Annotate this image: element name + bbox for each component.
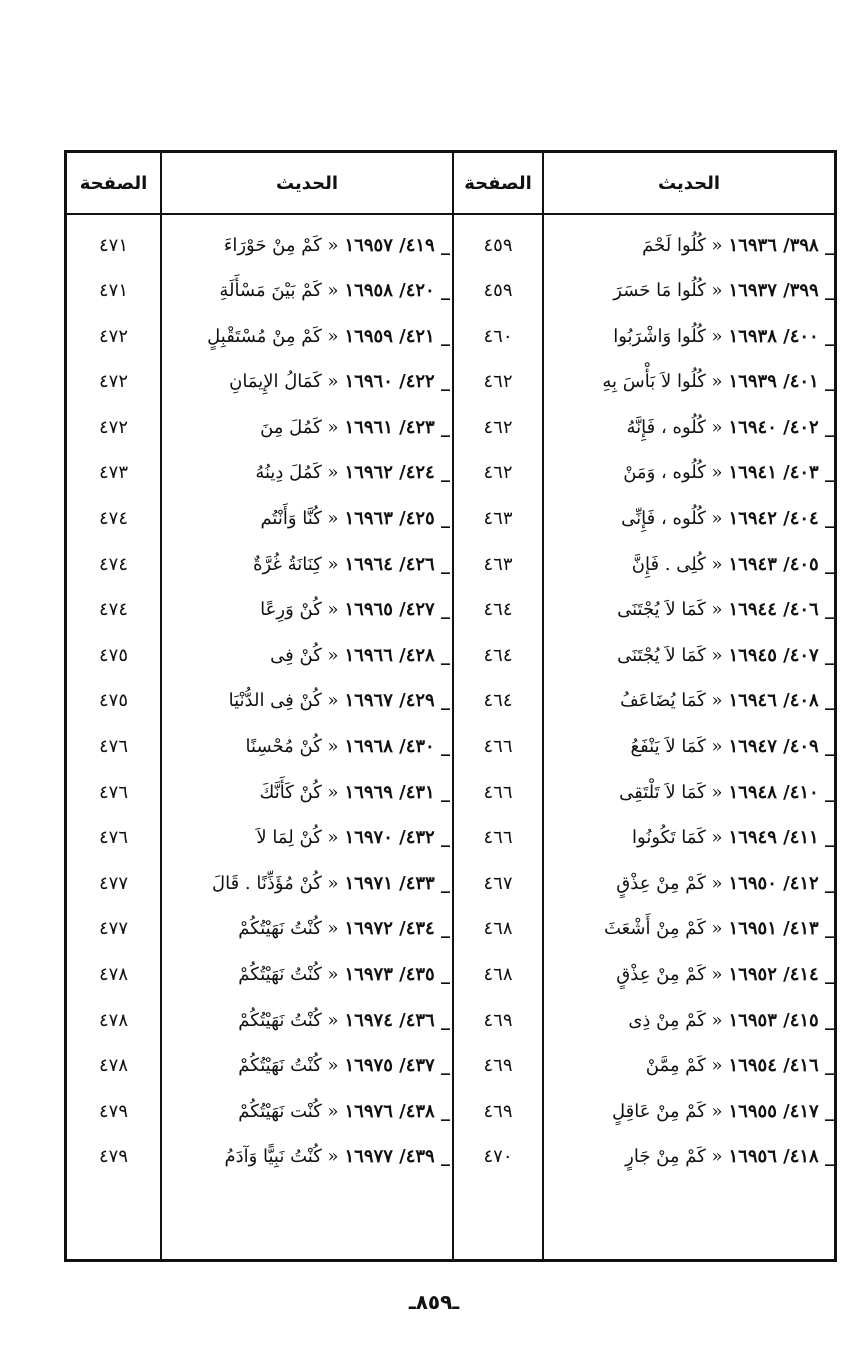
hadith-ref: ٤٣٦/ ١٦٩٧٤ _ (344, 1009, 450, 1031)
page-ref-number: ٤٧٨ (99, 964, 129, 985)
hadith-entry (164, 225, 450, 265)
hadith-text: « كَمْ مِنْ حَوْرَاءَ (223, 234, 339, 256)
hadith-ref: ٤٣٩/ ١٦٩٧٧ _ (344, 1146, 450, 1168)
table-row (67, 772, 834, 818)
page-ref (67, 1046, 160, 1086)
hadith-ref: ٤٠٥/ ١٦٩٤٣ _ (728, 553, 834, 575)
page-ref (454, 1046, 542, 1086)
page-ref-number: ٤٧٧ (99, 872, 129, 894)
hadith-text: « كَمْ بَيْنَ مَسْأَلَةِ (219, 280, 339, 302)
hadith-ref: ٤٢٦/ ١٦٩٦٤ _ (344, 553, 450, 575)
page-ref (67, 772, 160, 812)
hadith-ref: ٤٠١/ ١٦٩٣٩ _ (728, 371, 834, 393)
hadith-entry (546, 590, 834, 630)
page-ref (67, 727, 160, 767)
hadith-entry (164, 1000, 450, 1040)
hadith-text: « كَمَا لاَ يُجْتَنَى (617, 599, 723, 621)
page-ref-number: ٤٦٨ (483, 964, 513, 985)
page-ref-number: ٤٦٤ (483, 690, 513, 712)
hadith-ref: ٤٣٢/ ١٦٩٧٠ _ (344, 827, 450, 849)
table-row (67, 271, 834, 317)
table-row (67, 316, 834, 362)
hadith-text: « كَمَا تَكُونُوا (632, 827, 723, 849)
hadith-entry (546, 681, 834, 721)
page-ref-number: ٤٧٧ (99, 918, 129, 940)
page-ref-number: ٤٦٦ (483, 781, 513, 803)
hadith-ref: ٤١٢/ ١٦٩٥٠ _ (728, 872, 834, 894)
hadith-ref: ٤٢٠/ ١٦٩٥٨ _ (344, 280, 450, 302)
hadith-ref: ٤٠٠/ ١٦٩٣٨ _ (728, 325, 834, 347)
page-ref (454, 681, 542, 721)
page-ref-number: ٤٦٨ (483, 918, 513, 940)
page-ref (454, 955, 542, 995)
table-row (67, 863, 834, 909)
page-ref (67, 453, 160, 493)
hadith-entry (546, 407, 834, 447)
page-ref-number: ٤٧٤ (99, 508, 129, 530)
header-page-right: الصفحة (464, 172, 532, 194)
hadith-text: « كُنَّا وَأَنْتُم (260, 508, 339, 530)
page-ref (67, 499, 160, 539)
hadith-ref: ٤٠٢/ ١٦٩٤٠ _ (728, 416, 834, 438)
page-ref (67, 271, 160, 311)
hadith-entry (164, 818, 450, 858)
page-ref-number: ٤٦٧ (483, 872, 513, 894)
hadith-entry (546, 635, 834, 675)
table-body (67, 225, 834, 1182)
hadith-entry (546, 955, 834, 995)
header-hadith-left: الحديث (275, 172, 339, 194)
hadith-entry (546, 271, 834, 311)
hadith-ref: ٤١٣/ ١٦٩٥١ _ (728, 918, 834, 940)
hadith-entry (164, 362, 450, 402)
hadith-ref: ٤١٨/ ١٦٩٥٦ _ (728, 1146, 834, 1168)
page-ref-number: ٤٦٩ (483, 1055, 513, 1077)
hadith-ref: ٤٠٣/ ١٦٩٤١ _ (728, 462, 834, 484)
page-ref-number: ٤٧١ (99, 280, 129, 302)
hadith-text: « كُنْتُ نَبِيًّا وَآدَمُ (224, 1146, 339, 1168)
page-ref-number: ٤٧٦ (99, 827, 129, 849)
page-ref-number: ٤٦٩ (483, 1100, 513, 1122)
hadith-entry (164, 955, 450, 995)
page-ref-number: ٤٥٩ (483, 234, 513, 256)
hadith-ref: ٤١١/ ١٦٩٤٩ _ (728, 827, 834, 849)
page-ref (67, 316, 160, 356)
page-ref-number: ٤٥٩ (483, 280, 513, 302)
page-ref-number: ٤٧٣ (99, 462, 129, 484)
hadith-ref: ٤١٤/ ١٦٩٥٢ _ (728, 964, 834, 985)
hadith-text: « كُلِى . فَإِنَّ (631, 553, 723, 575)
hadith-ref: ٤٠٨/ ١٦٩٤٦ _ (728, 690, 834, 712)
hadith-text: « كُلُوا مَا حَسَرَ (613, 280, 723, 302)
hadith-ref: ٤٢٧/ ١٦٩٦٥ _ (344, 599, 450, 621)
hadith-entry (546, 818, 834, 858)
page-ref-number: ٤٧١ (99, 234, 129, 256)
hadith-ref: ٤٠٧/ ١٦٩٤٥ _ (728, 644, 834, 666)
hadith-entry (546, 544, 834, 584)
hadith-entry (164, 1091, 450, 1131)
hadith-text: « كَمْ مِنْ أَشْعَثَ (604, 918, 723, 940)
page-ref-number: ٤٧٤ (99, 599, 129, 621)
hadith-text: « كَمْ مِمَّنْ (645, 1055, 723, 1077)
page-ref (67, 407, 160, 447)
page-ref (67, 1137, 160, 1177)
page-ref-number: ٤٧٩ (99, 1100, 129, 1122)
table-row (67, 590, 834, 636)
page-ref (67, 225, 160, 265)
page-ref-number: ٤٦٣ (483, 553, 513, 575)
header-page-left: الصفحة (79, 172, 148, 194)
table-row (67, 955, 834, 1001)
hadith-text: « كُلُوا لَحْمَ (642, 234, 723, 256)
page-ref (454, 499, 542, 539)
page-ref (67, 681, 160, 721)
hadith-text: « كَمُلَ مِنَ (260, 416, 339, 438)
hadith-entry (164, 316, 450, 356)
hadith-entry (546, 362, 834, 402)
hadith-ref: ٤٢٢/ ١٦٩٦٠ _ (344, 371, 450, 393)
page-ref (454, 1000, 542, 1040)
hadith-ref: ٤٣٣/ ١٦٩٧١ _ (344, 872, 450, 894)
hadith-ref: ٤١٩/ ١٦٩٥٧ _ (344, 234, 450, 256)
hadith-entry (546, 1137, 834, 1177)
table-row (67, 453, 834, 499)
page-ref-number: ٤٧٢ (99, 371, 129, 393)
hadith-text: « كَمْ مِنْ عِذْقٍ (616, 964, 723, 985)
hadith-text: « كَمَا لاَ تَلْتَقِى (619, 781, 723, 803)
hadith-text: « كُلُوه ، فَإِنَّهُ (626, 416, 723, 438)
hadith-ref: ٤٣٠/ ١٦٩٦٨ _ (344, 736, 450, 758)
hadith-text: « كُنْ لِمَا لاَ (256, 827, 339, 849)
hadith-entry (164, 681, 450, 721)
header-hadith-right: الحديث (657, 172, 721, 194)
page-ref (67, 362, 160, 402)
table-row (67, 225, 834, 271)
table-row (67, 635, 834, 681)
hadith-entry (546, 1000, 834, 1040)
hadith-text: « كُنْ فِى (270, 644, 339, 666)
hadith-text: « كُلُوا لاَ بَأْسَ بِهِ (602, 371, 723, 393)
page-ref (454, 590, 542, 630)
table-row (67, 544, 834, 590)
page-ref (454, 544, 542, 584)
page-ref (67, 544, 160, 584)
table-row (67, 727, 834, 773)
page-ref-number: ٤٧٥ (99, 644, 129, 666)
hadith-text: « كَمْ مِنْ عَاقِلٍ (611, 1100, 723, 1122)
hadith-entry (546, 772, 834, 812)
page-ref (454, 453, 542, 493)
page-ref-number: ٤٧٢ (99, 325, 129, 347)
hadith-ref: ٣٩٩/ ١٦٩٣٧ _ (728, 280, 834, 302)
page-ref-number: ٤٦٦ (483, 736, 513, 758)
page-ref (454, 772, 542, 812)
hadith-text: « كَمَا لاَ يُجْتَنَى (617, 644, 723, 666)
page-ref (454, 1091, 542, 1131)
page-ref (67, 635, 160, 675)
hadith-text: « كَمُلَ دِينُهُ (255, 462, 339, 484)
page-ref (454, 225, 542, 265)
page-ref-number: ٤٦٢ (483, 462, 513, 484)
hadith-text: « كَمَا يُضَاعَفُ (620, 690, 723, 712)
hadith-ref: ٣٩٨/ ١٦٩٣٦ _ (728, 234, 834, 256)
page-ref-number: ٤٦٠ (483, 325, 513, 347)
hadith-text: « كَمْ مِنْ عِذْقٍ (616, 872, 723, 894)
hadith-entry (546, 1046, 834, 1086)
table-row (67, 407, 834, 453)
hadith-ref: ٤٢٨/ ١٦٩٦٦ _ (344, 644, 450, 666)
hadith-entry (164, 453, 450, 493)
table-row (67, 1137, 834, 1183)
hadith-text: « كُنْتُ نَهَيْتُكُمْ (238, 918, 339, 940)
hadith-ref: ٤٣٧/ ١٦٩٧٥ _ (344, 1055, 450, 1077)
hadith-entry (164, 499, 450, 539)
hadith-text: « كُلُوا وَاشْرَبُوا (613, 325, 723, 347)
page-ref (67, 590, 160, 630)
hadith-ref: ٤١٠/ ١٦٩٤٨ _ (728, 781, 834, 803)
page-ref (454, 407, 542, 447)
hadith-entry (546, 727, 834, 767)
table-row (67, 909, 834, 955)
hadith-ref: ٤٣٥/ ١٦٩٧٣ _ (344, 964, 450, 985)
page-ref (454, 727, 542, 767)
hadith-entry (164, 590, 450, 630)
hadith-entry (164, 271, 450, 311)
page-ref-number: ٤٧٢ (99, 416, 129, 438)
page-ref (454, 362, 542, 402)
hadith-text: « كَمْ مِنْ مُسْتَقْبِلٍ (207, 325, 339, 347)
page-ref-number: ٤٦٦ (483, 827, 513, 849)
page-ref-number: ٤٧٠ (483, 1146, 513, 1168)
page-ref-number: ٤٧٨ (99, 1009, 129, 1031)
hadith-ref: ٤١٧/ ١٦٩٥٥ _ (728, 1100, 834, 1122)
page-ref (454, 863, 542, 903)
table-row (67, 818, 834, 864)
table-row (67, 499, 834, 545)
hadith-text: « كِنَانَةُ غُرَّةٌ (253, 553, 339, 575)
hadith-entry (546, 1091, 834, 1131)
hadith-ref: ٤٠٩/ ١٦٩٤٧ _ (728, 736, 834, 758)
page-ref-number: ٤٦٢ (483, 371, 513, 393)
hadith-entry (546, 909, 834, 949)
page-ref-number: ٤٧٤ (99, 553, 129, 575)
hadith-text: « كَمْ مِنْ جَارٍ (625, 1146, 723, 1168)
table-row (67, 1091, 834, 1137)
page-ref-number: ٤٦٤ (483, 599, 513, 621)
page-ref (67, 1091, 160, 1131)
page-ref-number: ٤٦٩ (483, 1009, 513, 1031)
page-ref (454, 818, 542, 858)
page-ref (67, 955, 160, 995)
page-ref (454, 1137, 542, 1177)
hadith-text: « كُنْ مُؤَذِّنًا . قَالَ (212, 872, 339, 894)
hadith-entry (164, 407, 450, 447)
hadith-entry (546, 316, 834, 356)
hadith-entry (164, 909, 450, 949)
hadith-entry (164, 544, 450, 584)
index-table (64, 150, 837, 1262)
hadith-text: « كُنْتُ نَهَيْتُكُمْ (238, 964, 339, 985)
table-row (67, 362, 834, 408)
hadith-entry (164, 727, 450, 767)
hadith-entry (546, 499, 834, 539)
hadith-ref: ٤٢٤/ ١٦٩٦٢ _ (344, 462, 450, 484)
page-ref-number: ٤٧٥ (99, 690, 129, 712)
hadith-ref: ٤١٦/ ١٦٩٥٤ _ (728, 1055, 834, 1077)
hadith-entry (546, 225, 834, 265)
hadith-text: « كُنْ كَأَنَّكَ (259, 781, 339, 803)
page-ref (454, 909, 542, 949)
hadith-entry (546, 863, 834, 903)
hadith-text: « كَمَالُ الإِيمَانِ (229, 371, 339, 393)
page-ref-number: ٤٧٨ (99, 1055, 129, 1077)
hadith-ref: ٤١٥/ ١٦٩٥٣ _ (728, 1009, 834, 1031)
table-row (67, 1046, 834, 1092)
page-ref-number: ٤٦٤ (483, 644, 513, 666)
page-ref-number: ٤٦٣ (483, 508, 513, 530)
page-number: ـ٨٥٩ـ (408, 1290, 460, 1314)
page-ref-number: ٤٦٢ (483, 416, 513, 438)
hadith-ref: ٤٠٤/ ١٦٩٤٢ _ (728, 508, 834, 530)
hadith-text: « كُلُوه ، فَإِنِّى (621, 508, 723, 530)
hadith-ref: ٤٢٣/ ١٦٩٦١ _ (344, 416, 450, 438)
hadith-text: « كُنْ مُحْسِنًا (245, 736, 339, 758)
hadith-text: « كُنْتُ نَهَيْتُكُمْ (238, 1009, 339, 1031)
hadith-entry (164, 1137, 450, 1177)
hadith-ref: ٤٢٥/ ١٦٩٦٣ _ (344, 508, 450, 530)
page-ref (454, 271, 542, 311)
hadith-text: « كُنْ وَرِعًا (260, 599, 339, 621)
hadith-text: « كَمْ مِنْ ذِى (628, 1009, 723, 1031)
hadith-text: « كُنْتُ نَهَيْتُكُمْ (238, 1055, 339, 1077)
hadith-text: « كُنْت نَهَيْتُكُمْ (238, 1100, 339, 1122)
page-ref-number: ٤٧٦ (99, 736, 129, 758)
table-row (67, 681, 834, 727)
hadith-ref: ٤٠٦/ ١٦٩٤٤ _ (728, 599, 834, 621)
page-ref (67, 818, 160, 858)
hadith-entry (164, 1046, 450, 1086)
hadith-text: « كُنْ فِى الدُّنْيَا (228, 690, 339, 712)
hadith-entry (164, 863, 450, 903)
hadith-ref: ٤٣٤/ ١٦٩٧٢ _ (344, 918, 450, 940)
hadith-ref: ٤٢٩/ ١٦٩٦٧ _ (344, 690, 450, 712)
hadith-ref: ٤٢١/ ١٦٩٥٩ _ (344, 325, 450, 347)
hadith-text: « كُلُوه ، وَمَنْ (623, 462, 723, 484)
table-row (67, 1000, 834, 1046)
hadith-ref: ٤٣٨/ ١٦٩٧٦ _ (344, 1100, 450, 1122)
page-ref (67, 863, 160, 903)
page-ref-number: ٤٧٩ (99, 1146, 129, 1168)
hadith-entry (546, 453, 834, 493)
page-ref (67, 909, 160, 949)
page-ref (454, 635, 542, 675)
page-ref (67, 1000, 160, 1040)
page-ref-number: ٤٧٦ (99, 781, 129, 803)
hadith-entry (164, 772, 450, 812)
hadith-text: « كَمَا لاَ يَنْفَعُ (630, 736, 723, 758)
header-divider (67, 213, 834, 215)
hadith-entry (164, 635, 450, 675)
page-ref (454, 316, 542, 356)
hadith-ref: ٤٣١/ ١٦٩٦٩ _ (344, 781, 450, 803)
